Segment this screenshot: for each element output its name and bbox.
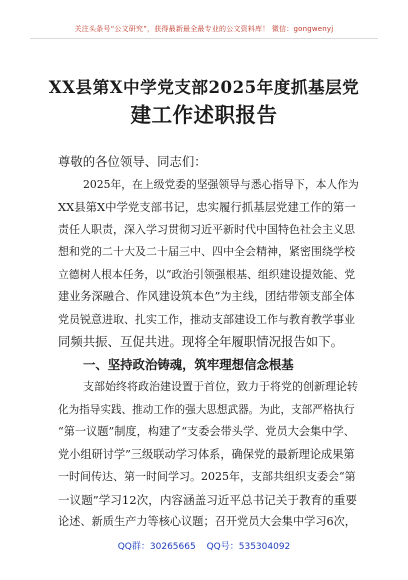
title-line-1: XX县第X中学党支部2025年度抓基层党	[48, 77, 360, 97]
document-body	[58, 151, 358, 534]
document-title	[48, 73, 360, 129]
paragraph1-line: XX县第X中学党支部书记，忠实履行抓基层党建工作的第一	[58, 200, 356, 214]
header-banner: 关注头条号“公文研究”，获得最新最全最专业的公文资料库！ 微信：gongwenyj	[74, 25, 334, 33]
paragraph2-line: 论述、新质生产力等核心议题；召开党员大会集中学习6次，	[58, 515, 356, 528]
section-heading: 一、坚持政治铸魂，筑牢理想信念根基	[83, 356, 294, 372]
paragraph2-line: 一时间传达、第一时间学习。2025年，支部共组织支委会“第	[58, 470, 356, 483]
header-divider	[30, 38, 378, 39]
paragraph1-line: 建业务深融合、作风建设筑本色”为主线，团结带领支部全体	[58, 290, 355, 303]
paragraph1-line: 立德树人根本任务，以“政治引领强根基、组织建设提效能、党	[58, 267, 356, 281]
footer-contact	[0, 539, 408, 552]
footer-qq-number: QQ号：535304092	[206, 542, 291, 552]
paragraph1-line: 党员锐意进取、扎实工作，推动支部建设工作与教育教学事业	[58, 312, 355, 326]
paragraph1-line: 责任人职责，深入学习贯彻习近平新时代中国特色社会主义思	[58, 222, 355, 236]
paragraph1-line: 同频共振、互促共进。现将全年履职情况报告如下。	[58, 334, 343, 349]
paragraph2-line: 化为指导实践、推动工作的强大思想武器。为此，支部严格执行	[58, 403, 355, 416]
paragraph1-line: 2025年，在上级党委的坚强领导与悉心指导下，本人作为	[83, 177, 359, 191]
salutation: 尊敬的各位领导、同志们：	[58, 154, 207, 169]
title-line-2: 建工作述职报告	[130, 103, 278, 127]
paragraph2-line: 一议题”学习12次，内容涵盖习近平总书记关于教育的重要	[58, 492, 357, 507]
footer-qq-group: QQ群：30265665	[117, 542, 196, 552]
paragraph2-line: 支部始终将政治建设置于首位，致力于将党的创新理论转	[83, 380, 358, 393]
paragraph1-line: 想和党的二十大及二十届三中、四中全会精神，紧密围绕学校	[58, 245, 355, 258]
paragraph2-line: 党小组研讨学”三级联动学习体系，确保党的最新理论成果第	[58, 447, 355, 461]
paragraph2-line: “第一议题”制度，构建了“支委会带头学、党员大会集中学、	[58, 425, 355, 438]
